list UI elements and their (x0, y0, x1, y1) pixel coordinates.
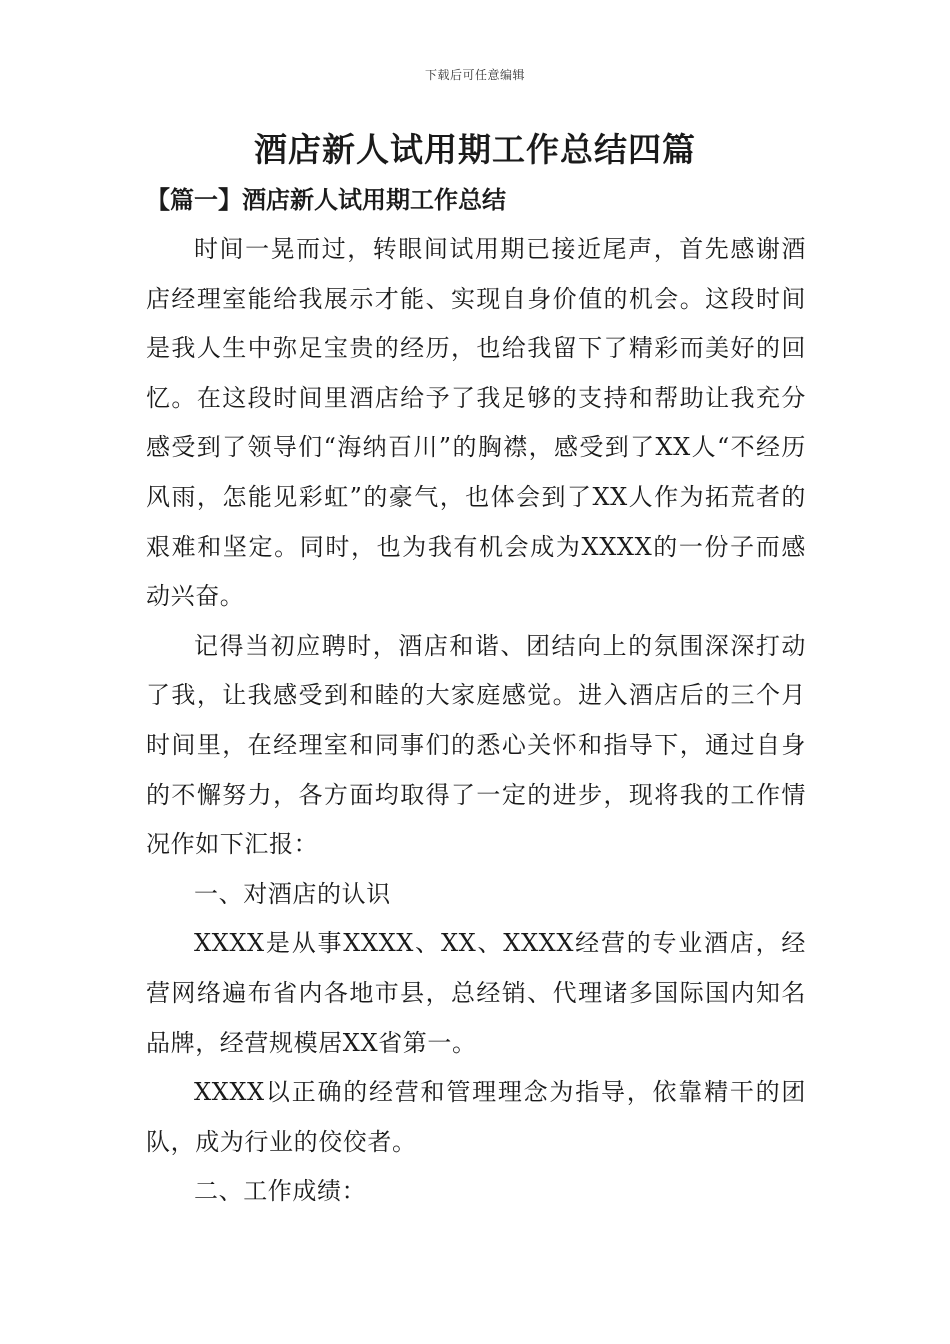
subheading-work-achievements: 二、工作成绩： (194, 1177, 367, 1206)
paragraph-hotel-description: XXXX是从事XXXX、XX、XXXX经营的专业酒店，经营网络遍布省内各地市县，总经销、代理诸多国际国内知名品牌，经营规模居XX省第一。 (146, 929, 806, 1057)
section-heading: 【篇一】酒店新人试用期工作总结 (146, 185, 506, 214)
paragraph-hotel-philosophy: XXXX以正确的经营和管理理念为指导，依靠精干的团队，成为行业的佼佼者。 (146, 1078, 806, 1156)
document-body (146, 225, 806, 1217)
paragraph-recollection: 记得当初应聘时，酒店和谐、团结向上的氛围深深打动了我，让我感受到和睦的大家庭感觉。进入酒店后的三个月时间里，在经理室和同事们的悉心关怀和指导下，通过自身的不懈努力，各方面均取得了一定的进步，现将我的工作情况作如下汇报： (146, 631, 806, 859)
subheading-hotel-understanding: 一、对酒店的认识 (194, 879, 391, 908)
header-note: 下载后可任意编辑 (424, 68, 525, 82)
paragraph-intro: 时间一晃而过，转眼间试用期已接近尾声，首先感谢酒店经理室能给我展示才能、实现自身价值的机会。这段时间是我人生中弥足宝贵的经历，也给我留下了精彩而美好的回忆。在这段时间里酒店给予了我足够的支持和帮助让我充分感受到了领导们“海纳百川”的胸襟，感受到了XX人“不经历风雨，怎能见彩虹”的豪气，也体会到了XX人作为拓荒者的艰难和坚定。同时，也为我有机会成为XXXX的一份子而感动兴奋。 (146, 235, 806, 611)
document-title: 酒店新人试用期工作总结四篇 (254, 130, 696, 169)
